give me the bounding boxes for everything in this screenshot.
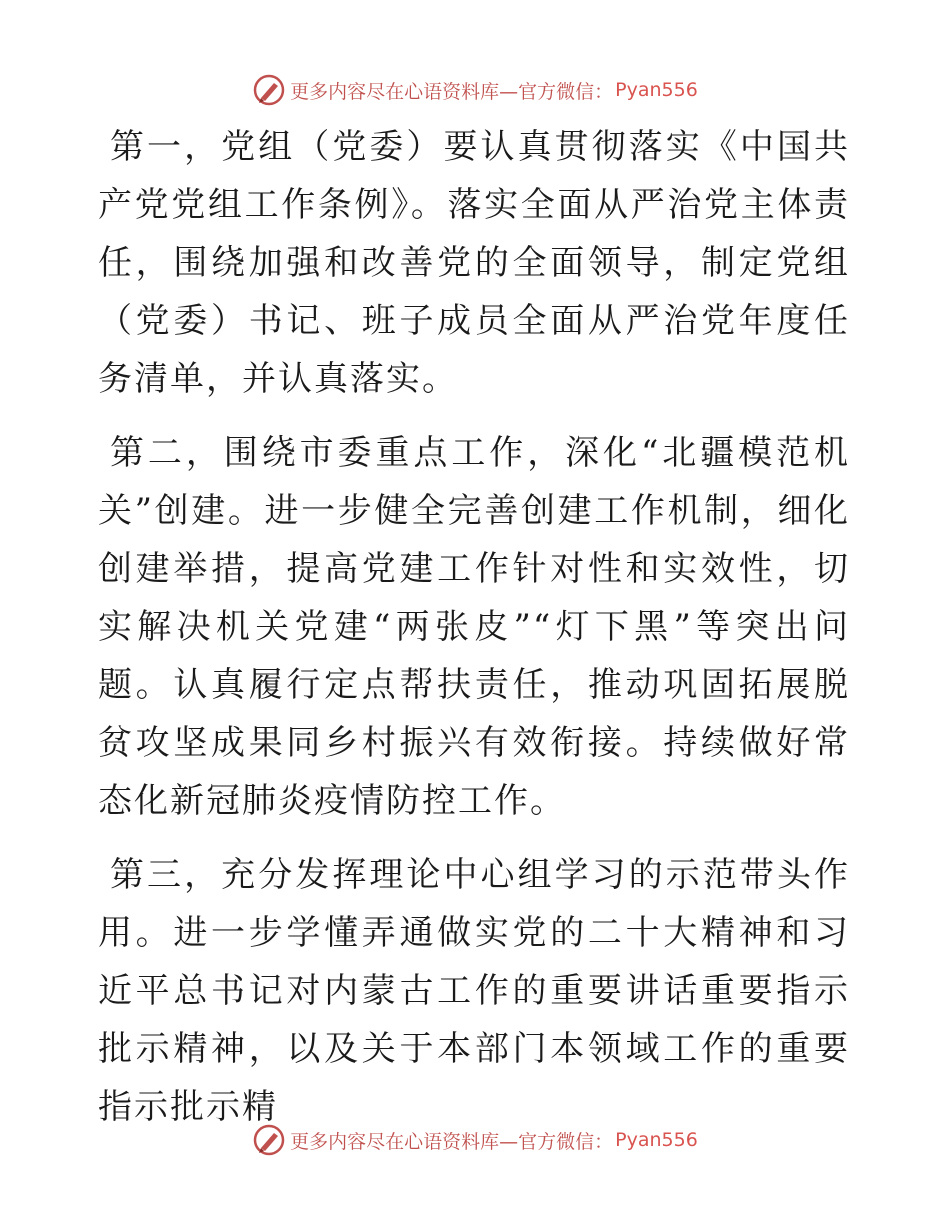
pen-logo-icon	[252, 73, 286, 107]
paragraph-1: 第一，党组（党委）要认真贯彻落实《中国共产党党组工作条例》。落实全面从严治党主体责任，围绕加强和改善党的全面领导，制定党组（党委）书记、班子成员全面从严治党年度任务清单，并认真落实。	[98, 127, 850, 399]
document-body	[98, 118, 850, 1152]
paragraph-3: 第三，充分发挥理论中心组学习的示范带头作用。进一步学懂弄通做实党的二十大精神和习近平总书记对内蒙古工作的重要讲话重要指示批示精神，以及关于本部门本领域工作的重要指示批示精	[98, 855, 850, 1127]
header-watermark	[0, 70, 950, 110]
watermark-text: 更多内容尽在心语资料库—官方微信：	[290, 80, 614, 103]
watermark-wechat-id: Pyan556	[615, 79, 698, 101]
watermark-text: 更多内容尽在心语资料库—官方微信：	[290, 1130, 614, 1153]
watermark-wechat-id: Pyan556	[615, 1129, 698, 1151]
pen-logo-icon	[252, 1123, 286, 1157]
paragraph-2: 第二，围绕市委重点工作，深化“北疆模范机关”创建。进一步健全完善创建工作机制，细化创建举措，提高党建工作针对性和实效性，切实解决机关党建“两张皮”“灯下黑”等突出问题。认真履行定点帮扶责任，推动巩固拓展脱贫攻坚成果同乡村振兴有效衔接。持续做好常态化新冠肺炎疫情防控工作。	[98, 433, 850, 821]
footer-watermark	[0, 1120, 950, 1160]
